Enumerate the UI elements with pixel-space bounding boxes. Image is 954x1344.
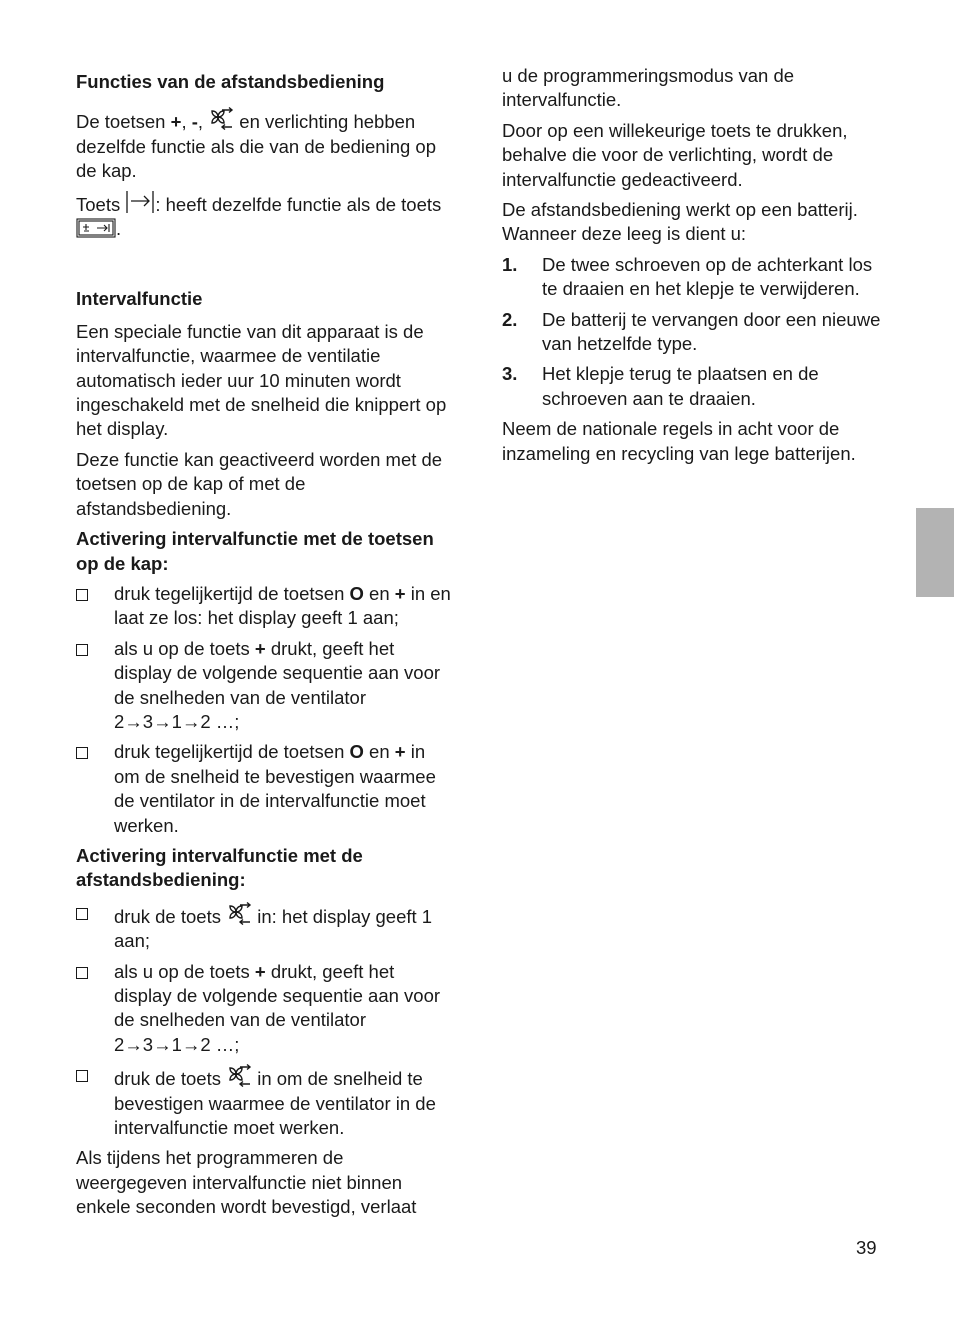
para-activation-ways: Deze functie kan geactiveerd worden met de toetsen op de kap of met de afstandsbediening. bbox=[76, 448, 443, 519]
heading-remote-functions: Functies van de afstandsbediening bbox=[76, 71, 385, 92]
para-deactivate: Door op een willekeurige toets te drukken, behalve die voor de verlichting, wordt de intervalfunctie gedeactiveerd. bbox=[502, 119, 848, 190]
list-item: druk de toets in: het display geeft 1 aan; bbox=[76, 901, 454, 954]
arrow-to-bar-icon bbox=[125, 190, 155, 214]
heading-interval: Intervalfunctie bbox=[76, 288, 203, 310]
list-item: druk de toets in om de snelheid te bevestigen waarmee de ventilator in de intervalfunctie moet werken. bbox=[76, 1063, 454, 1140]
section-tab-marker bbox=[916, 508, 954, 597]
heading-activation-remote: Activering intervalfunctie met de afstandsbediening: bbox=[76, 844, 363, 891]
para-timeout: Als tijdens het programmeren de weergegeven intervalfunctie niet binnen enkele seconden wordt bevestigd, verlaat bbox=[76, 1147, 417, 1218]
checkbox-bullet-icon bbox=[76, 967, 88, 979]
checkbox-bullet-icon bbox=[76, 747, 88, 759]
para-recycling: Neem de nationale regels in acht voor de inzameling en recycling van lege batterijen. bbox=[502, 418, 856, 464]
list-item: druk tegelijkertijd de toetsen O en + in en laat ze los: het display geeft 1 aan; bbox=[76, 582, 454, 631]
heading-activation-hood: Activering intervalfunctie met de toetsen op de kap: bbox=[76, 528, 434, 574]
fan-interval-icon bbox=[226, 901, 252, 925]
right-column bbox=[502, 64, 882, 472]
fan-interval-icon bbox=[226, 1063, 252, 1087]
left-column bbox=[76, 64, 454, 1226]
checkbox-bullet-icon bbox=[76, 589, 88, 601]
list-item: druk tegelijkertijd de toetsen O en + in om de snelheid te bevestigen waarmee de ventilator in de intervalfunctie moet werken. bbox=[76, 740, 454, 838]
checkbox-bullet-icon bbox=[76, 1070, 88, 1082]
battery-steps bbox=[502, 253, 882, 411]
list-item: als u op de toets + drukt, geeft het display de volgende sequentie aan voor de snelheden van de ventilator 2→3→1→2 …; bbox=[76, 960, 454, 1058]
para-remote-keys: De toetsen +, -, en verlichting hebben dezelfde functie als die van de bediening op de kap. bbox=[76, 106, 454, 183]
hood-key-icon bbox=[76, 218, 116, 238]
list-item: 3. Het klepje terug te plaatsen en de schroeven aan te draaien. bbox=[502, 363, 819, 409]
page-number: 39 bbox=[856, 1237, 877, 1258]
para-exit-mode: u de programmeringsmodus van de intervalfunctie. bbox=[502, 65, 795, 111]
para-interval-desc: Een speciale functie van dit apparaat is de intervalfunctie, waarmee de ventilatie automatisch ieder uur 10 minuten wordt ingeschakeld met de snelheid die knippert op het display. bbox=[76, 320, 447, 440]
checkbox-bullet-icon bbox=[76, 908, 88, 920]
para-battery: De afstandsbediening werkt op een batterij. Wanneer deze leeg is dient u: bbox=[502, 199, 858, 245]
checkbox-bullet-icon bbox=[76, 644, 88, 656]
para-toets: Toets : heeft dezelfde functie als de toets . bbox=[76, 190, 454, 242]
list-item: als u op de toets + drukt, geeft het display de volgende sequentie aan voor de snelheden van de ventilator 2→3→1→2 …; bbox=[76, 637, 454, 735]
list-item: 1. De twee schroeven op de achterkant los te draaien en het klepje te verwijderen. bbox=[502, 253, 873, 300]
list-item: 2. De batterij te vervangen door een nieuwe van hetzelfde type. bbox=[502, 308, 881, 355]
fan-interval-icon bbox=[208, 106, 234, 130]
